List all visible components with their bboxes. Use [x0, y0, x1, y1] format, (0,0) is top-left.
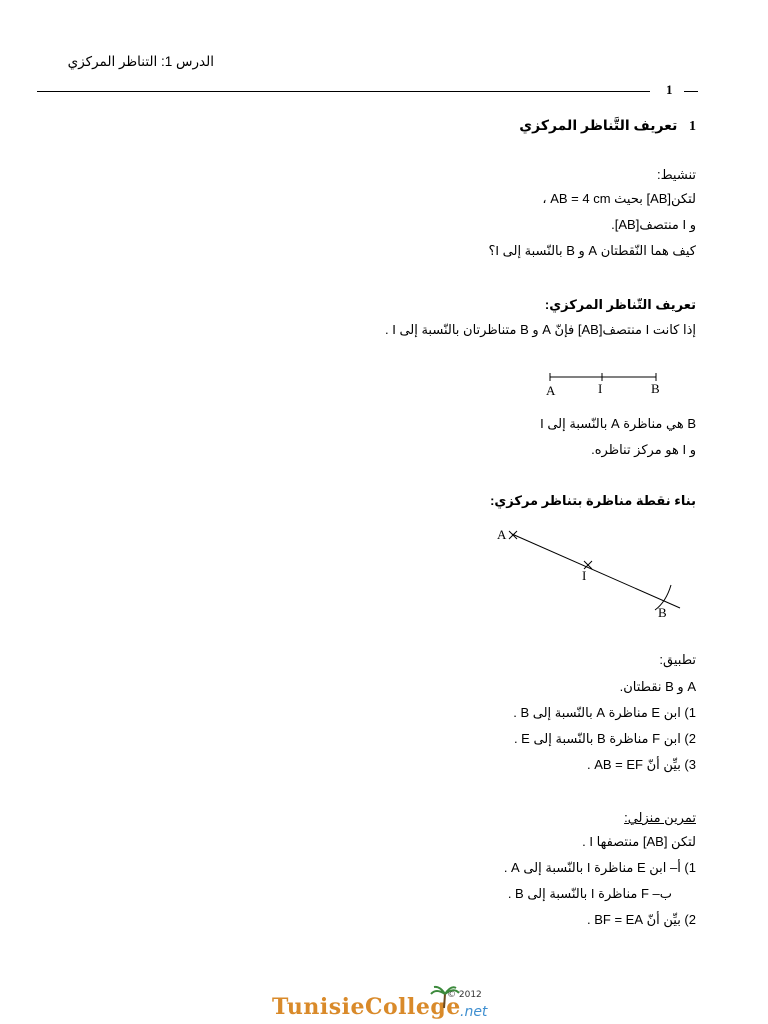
- activity-line-2: و I منتصف[AB].: [611, 217, 696, 232]
- lesson-title: الدرس 1: التناظر المركزي: [67, 54, 214, 69]
- application-item-2: 2) ابن F مناظرة B بالنّسبة إلى E .: [513, 731, 696, 746]
- watermark-year: © 2012: [447, 990, 482, 1000]
- section-number: 1: [689, 119, 696, 134]
- label-i: I: [598, 381, 603, 396]
- c-label-b: B: [658, 605, 667, 620]
- section-title: تعريف التَّناظر المركزي: [519, 117, 678, 133]
- application-label: تطبيق:: [659, 652, 696, 667]
- homework-item-2: 2) بيِّن أنّ BF = EA .: [586, 912, 696, 927]
- homework-intro: لتكن [AB] منتصفها I .: [582, 834, 696, 849]
- watermark-brand: TunisieCollege: [272, 994, 461, 1020]
- application-intro: A و B نقطتان.: [619, 679, 696, 694]
- homework-item-1: 1) أ– ابن E مناظرة I بالنّسبة إلى A .: [503, 860, 696, 875]
- page-number-dash: [684, 91, 698, 92]
- application-item-3: 3) بيِّن أنّ AB = EF .: [586, 757, 696, 772]
- c-label-a: A: [497, 527, 507, 542]
- section-heading: [519, 117, 696, 135]
- label-b: B: [651, 381, 660, 396]
- header-divider: [37, 91, 650, 92]
- segment-figure: [540, 368, 700, 400]
- activity-label: تنشيط:: [656, 167, 696, 182]
- site-watermark-logo: [272, 990, 502, 1024]
- definition-title: تعريف التّناظر المركزي:: [544, 297, 696, 312]
- homework-label: تمرين منزلي:: [624, 810, 696, 825]
- construction-figure: [490, 522, 690, 622]
- watermark-suffix: .net: [460, 1004, 488, 1020]
- page-number: 1: [666, 82, 673, 97]
- definition-note-1: B هي مناظرة A بالنّسبة إلى I: [540, 416, 696, 431]
- homework-item-1b: ب– F مناظرة I بالنّسبة إلى B .: [507, 886, 672, 901]
- label-a: A: [546, 383, 556, 398]
- definition-text: إذا كانت I منتصف[AB] فإنّ A و B متناظرتان بالنّسبة إلى I .: [384, 322, 696, 337]
- c-label-i: I: [582, 568, 587, 583]
- application-item-1: 1) ابن E مناظرة A بالنّسبة إلى B .: [513, 705, 696, 720]
- line-through-a-i: [512, 534, 680, 608]
- definition-note-2: و I هو مركز تناظره.: [591, 442, 696, 457]
- construction-title: بناء نقطة مناظرة بتناظر مركزي:: [490, 493, 696, 508]
- palm-tree-icon: [430, 986, 460, 1010]
- activity-line-3: كيف هما النّقطتان A و B بالنّسبة إلى I؟: [488, 243, 696, 258]
- activity-line-1: لتكن[AB] بحيث AB = 4 cm ،: [542, 191, 696, 206]
